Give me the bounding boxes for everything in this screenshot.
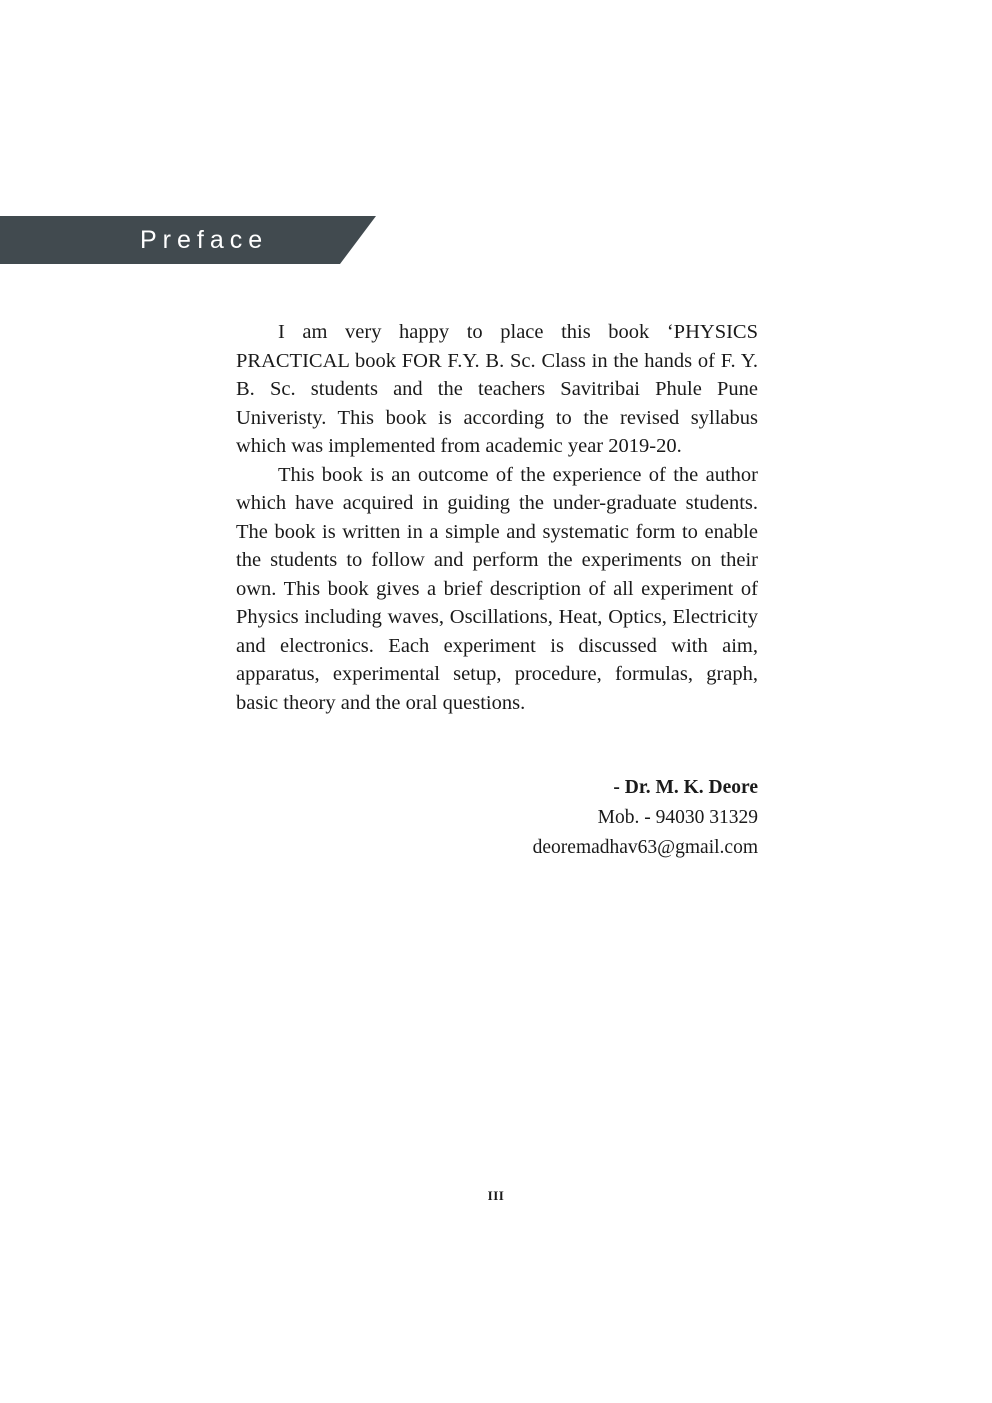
preface-body [236, 318, 758, 717]
preface-header-band-tail [340, 216, 376, 264]
author-email: deoremadhav63@gmail.com [532, 837, 758, 858]
signature-block [236, 773, 758, 863]
paragraph-2: This book is an outcome of the experience of the author which have acquired in guiding the under-graduate students. The book is written in a simple and systematic form to enable the students to follow and perform the experiments on their own. This book gives a brief description of all experiment of Physics including waves, Oscillations, Heat, Optics, Electricity and electronics. Each experiment is discussed with aim, apparatus, experimental setup, procedure, formulas, graph, basic theory and the oral questions. [236, 463, 758, 714]
paragraph-1: I am very happy to place this book ‘PHYSICS PRACTICAL book FOR F.Y. B. Sc. Class in the hands of F. Y. B. Sc. students and the teachers Savitribai Phule Pune Univeristy. This book is according to the revised syllabus which was implemented from academic year 2019-20. [236, 321, 758, 457]
author-mobile: Mob. - 94030 31329 [597, 807, 758, 828]
page-number: III [487, 1188, 505, 1203]
author-name: - Dr. M. K. Deore [613, 777, 758, 798]
page-title: Preface [140, 226, 269, 254]
